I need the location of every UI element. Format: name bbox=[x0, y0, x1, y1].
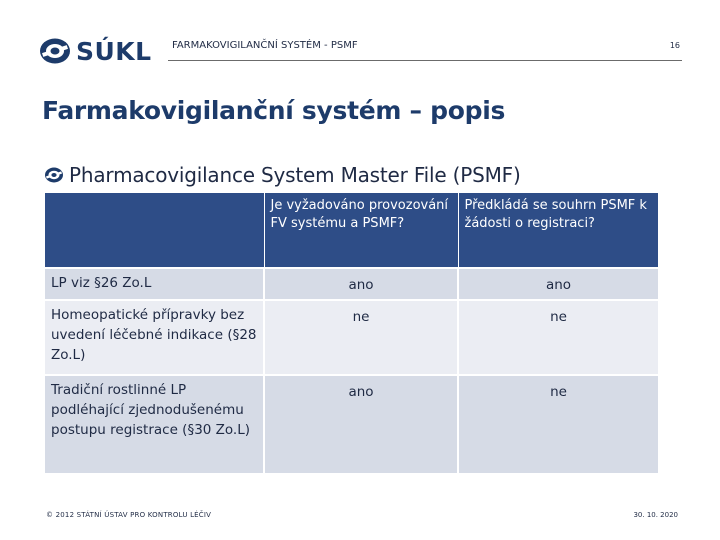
page-number: 16 bbox=[669, 41, 680, 50]
table-header-empty bbox=[45, 193, 264, 268]
row-submitted-value: ano bbox=[458, 268, 658, 300]
row-submitted-value: ne bbox=[458, 300, 658, 375]
bullet-text: Pharmacovigilance System Master File (PSMF) bbox=[69, 163, 521, 187]
table-row bbox=[45, 375, 658, 473]
row-required-value: ano bbox=[264, 268, 458, 300]
header-divider bbox=[168, 60, 682, 61]
sukl-bullet-icon bbox=[44, 165, 64, 185]
bullet-item bbox=[44, 163, 521, 187]
table-header-row bbox=[45, 193, 658, 268]
row-label: Tradiční rostlinné LP podléhající zjednodušenému postupu registrace (§30 Zo.L) bbox=[45, 375, 264, 473]
row-label: LP viz §26 Zo.L bbox=[45, 268, 264, 300]
table-row bbox=[45, 268, 658, 300]
table-header-submitted: Předkládá se souhrn PSMF k žádosti o registraci? bbox=[458, 193, 658, 268]
logo-text: SÚKL bbox=[76, 36, 152, 66]
slide-title: Farmakovigilanční systém – popis bbox=[42, 96, 506, 125]
footer-copyright: © 2012 STÁTNÍ ÚSTAV PRO KONTROLU LÉČIV bbox=[46, 511, 212, 519]
row-submitted-value: ne bbox=[458, 375, 658, 473]
table-row bbox=[45, 300, 658, 375]
header-title: FARMAKOVIGILANČNÍ SYSTÉM - PSMF bbox=[172, 40, 358, 51]
sukl-logo-icon bbox=[38, 36, 72, 66]
sukl-logo bbox=[38, 34, 153, 68]
row-required-value: ano bbox=[264, 375, 458, 473]
row-label: Homeopatické přípravky bez uvedení léčebné indikace (§28 Zo.L) bbox=[45, 300, 264, 375]
psmf-table bbox=[45, 193, 658, 473]
table-header-required: Je vyžadováno provozování FV systému a PSMF? bbox=[264, 193, 458, 268]
footer-date: 30. 10. 2020 bbox=[633, 511, 678, 519]
row-required-value: ne bbox=[264, 300, 458, 375]
